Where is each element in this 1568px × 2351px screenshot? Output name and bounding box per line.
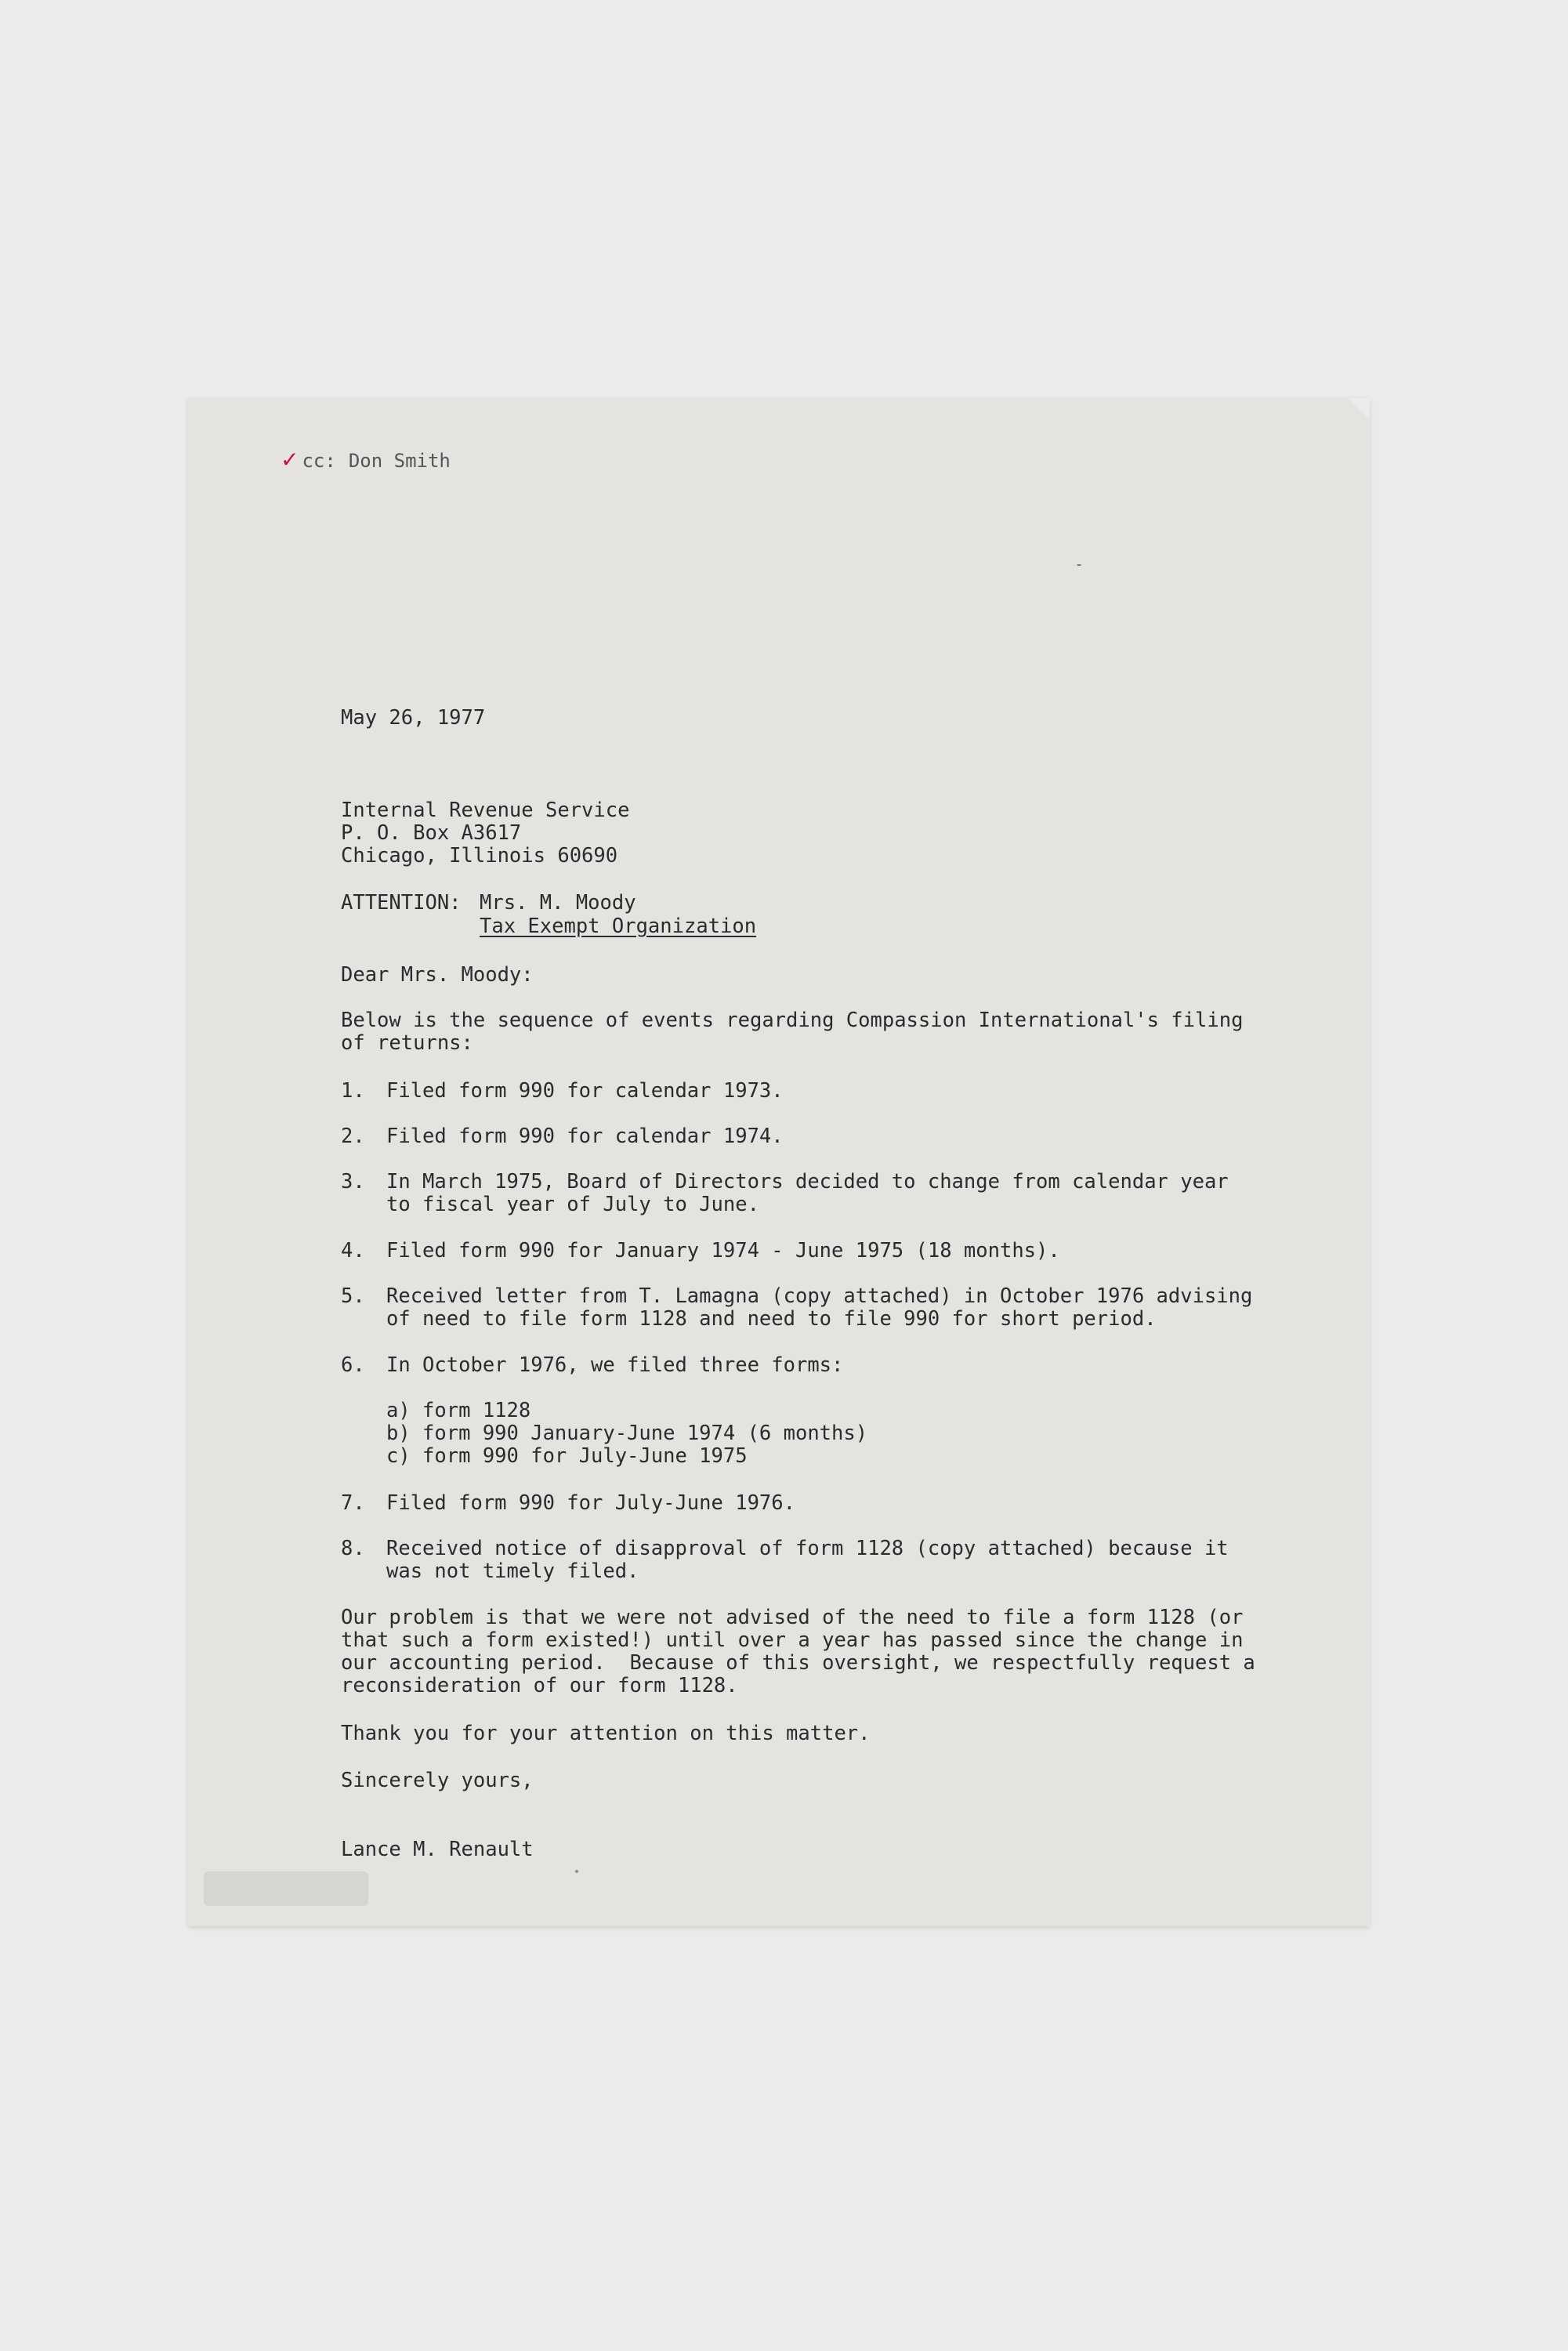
intro-line: Below is the sequence of events regarding Compassion International's filing xyxy=(341,1009,1244,1032)
item-number: 2. xyxy=(341,1125,365,1148)
list-item xyxy=(341,1285,1252,1331)
sub-item: a) form 1128 xyxy=(386,1399,531,1422)
list-item xyxy=(341,1240,1060,1262)
list-item xyxy=(341,1171,1229,1216)
address-line: P. O. Box A3617 xyxy=(341,821,522,845)
item-text: Filed form 990 for January 1974 - June 1975 (18 months). xyxy=(386,1239,1060,1262)
item-number: 8. xyxy=(341,1537,365,1560)
signature-name: Lance M. Renault xyxy=(341,1838,534,1861)
problem-line: our accounting period. Because of this oversight, we respectfully request a xyxy=(341,1651,1255,1675)
cc-name: Don Smith xyxy=(348,450,451,472)
list-item xyxy=(341,1538,1229,1583)
item-text: Received notice of disapproval of form 1128 (copy attached) because it was not timely filed. xyxy=(386,1537,1229,1583)
item-number: 6. xyxy=(341,1353,365,1377)
list-item xyxy=(341,1354,843,1377)
address-line: Internal Revenue Service xyxy=(341,799,630,822)
paper-speck xyxy=(1077,564,1081,566)
item-number: 1. xyxy=(341,1079,365,1103)
item-text: In March 1975, Board of Directors decided to change from calendar year to fiscal year of July to June. xyxy=(386,1170,1229,1216)
salutation: Dear Mrs. Moody: xyxy=(341,963,534,987)
item-text: Filed form 990 for July-June 1976. xyxy=(386,1491,795,1515)
tape-residue xyxy=(204,1871,368,1906)
attention-name: Mrs. M. Moody xyxy=(480,891,636,915)
attention-department: Tax Exempt Organization xyxy=(480,915,757,938)
problem-line: Our problem is that we were not advised of the need to file a form 1128 (or xyxy=(341,1606,1244,1629)
check-mark-icon: ✓ xyxy=(281,447,299,473)
list-item xyxy=(341,1492,795,1515)
list-item xyxy=(341,1080,784,1103)
item-number: 7. xyxy=(341,1491,365,1515)
item-text: In October 1976, we filed three forms: xyxy=(386,1353,844,1377)
intro-line: of returns: xyxy=(341,1031,473,1055)
problem-line: that such a form existed!) until over a year has passed since the change in xyxy=(341,1628,1244,1652)
address-line: Chicago, Illinois 60690 xyxy=(341,844,618,868)
cc-line xyxy=(281,447,451,473)
item-text: Filed form 990 for calendar 1973. xyxy=(386,1079,784,1103)
folded-corner xyxy=(1348,398,1370,420)
item-number: 3. xyxy=(341,1170,365,1194)
item-text: Filed form 990 for calendar 1974. xyxy=(386,1125,784,1148)
paper-speck xyxy=(575,1870,578,1873)
item-text: Received letter from T. Lamagna (copy attached) in October 1976 advising of need to file form 1128 and need to file 990 for short period. xyxy=(386,1284,1253,1331)
thanks-line: Thank you for your attention on this matter. xyxy=(341,1722,871,1745)
item-number: 4. xyxy=(341,1239,365,1262)
letter-date: May 26, 1977 xyxy=(341,706,486,730)
closing: Sincerely yours, xyxy=(341,1769,534,1792)
sub-item: c) form 990 for July-June 1975 xyxy=(386,1444,748,1468)
problem-line: reconsideration of our form 1128. xyxy=(341,1674,738,1697)
list-item xyxy=(341,1125,784,1148)
cc-prefix: cc: xyxy=(302,450,336,472)
letter-page xyxy=(188,398,1370,1926)
sub-item: b) form 990 January-June 1974 (6 months) xyxy=(386,1422,868,1445)
item-number: 5. xyxy=(341,1284,365,1308)
attention-label: ATTENTION: xyxy=(341,891,462,915)
